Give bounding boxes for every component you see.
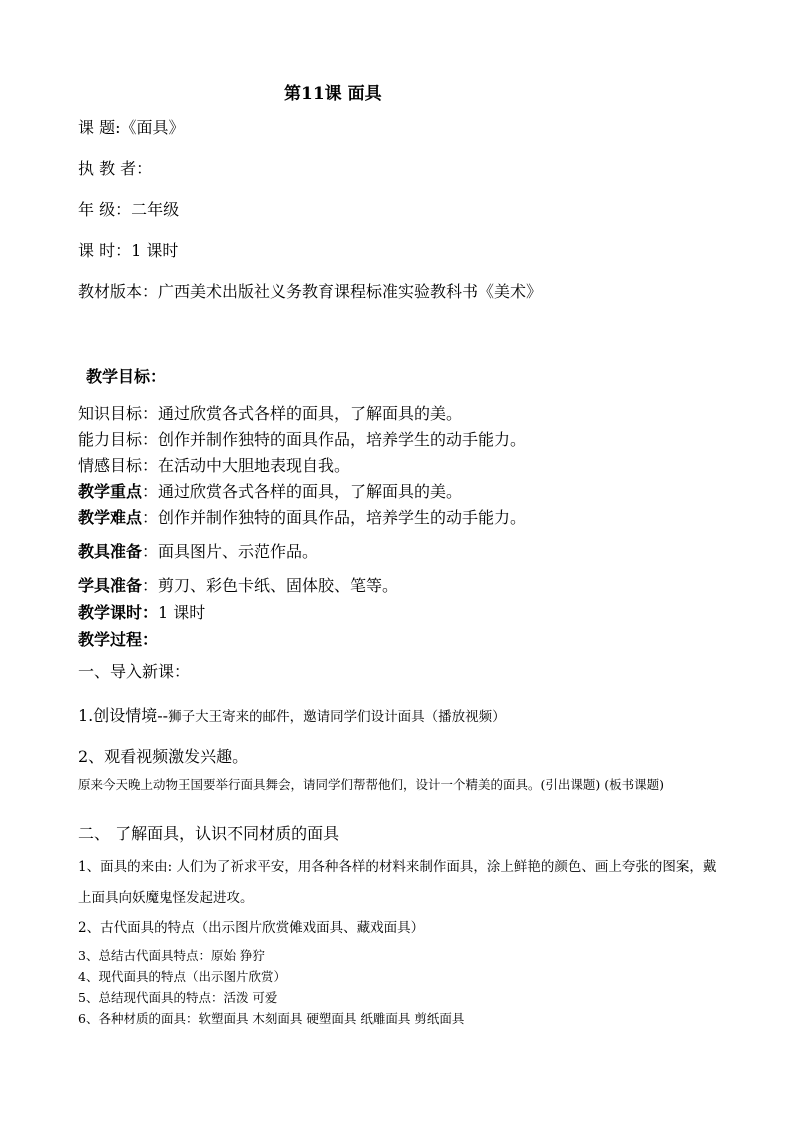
teaching-aids-line — [78, 539, 318, 562]
key-point-text: ：通过欣赏各式各样的面具，了解面具的美。 — [142, 482, 463, 501]
lesson-time-text: 1 课时 — [158, 603, 206, 622]
section1-item1 — [78, 703, 506, 726]
learning-aids-label: 学具准备 — [78, 576, 143, 595]
section2-item3: 3、总结古代面具特点：原始 狰狞 — [78, 948, 265, 963]
section1-item2: 2、观看视频激发兴趣。 — [78, 747, 249, 766]
section1-heading: 一、导入新课： — [78, 662, 191, 681]
grade-line: 年 级：二年级 — [78, 200, 180, 219]
section2-heading: 二、 了解面具，认识不同材质的面具 — [78, 824, 340, 843]
difficulty-line — [78, 505, 526, 528]
section2-item1: 1、面具的来由: 人们为了祈求平安，用各种各样的材料来制作面具，涂上鲜艳的颜色、画上夸张的图案，戴上面具向妖魔鬼怪发起进攻。 — [78, 859, 717, 906]
section1-item1-text: 狮子大王寄来的邮件，邀请同学们设计面具（播放视频） — [168, 709, 506, 725]
lesson-time-line — [78, 600, 205, 623]
topic-line: 课 题:《面具》 — [78, 118, 185, 137]
lesson-title: 第11课 面具 — [284, 84, 382, 104]
section1-item2-text: 原来今天晚上动物王国要举行面具舞会，请同学们帮帮他们，设计一个精美的面具。(引出课题) (板书课题) — [78, 777, 664, 792]
edition-line: 教材版本：广西美术出版社义务教育课程标准实验教科书《美术》 — [78, 282, 543, 301]
knowledge-goal: 知识目标：通过欣赏各式各样的面具，了解面具的美。 — [78, 404, 463, 423]
lesson-time-label: 教学课时： — [78, 603, 159, 622]
section2-item4: 4、现代面具的特点（出示图片欣赏） — [78, 969, 286, 984]
teaching-aids-label: 教具准备 — [78, 542, 143, 561]
ability-goal: 能力目标：创作并制作独特的面具作品，培养学生的动手能力。 — [78, 430, 527, 449]
learning-aids-line — [78, 573, 398, 596]
emotion-goal: 情感目标：在活动中大胆地表现自我。 — [78, 456, 351, 475]
teaching-aids-text: ：面具图片、示范作品。 — [142, 542, 319, 561]
difficulty-text: ：创作并制作独特的面具作品，培养学生的动手能力。 — [142, 508, 527, 527]
section2-item6: 6、各种材质的面具：软塑面具 木刻面具 硬塑面具 纸雕面具 剪纸面具 — [78, 1011, 465, 1026]
learning-aids-text: ：剪刀、彩色卡纸、固体胶、笔等。 — [142, 576, 399, 595]
key-point-label: 教学重点 — [78, 482, 143, 501]
teacher-line: 执 教 者： — [78, 159, 153, 178]
goals-heading: 教学目标： — [86, 367, 167, 386]
section2-item5: 5、总结现代面具的特点：活泼 可爱 — [78, 990, 278, 1005]
section2-item2: 2、古代面具的特点（出示图片欣赏傩戏面具、藏戏面具） — [78, 920, 425, 936]
difficulty-label: 教学难点 — [78, 508, 143, 527]
key-point-line — [78, 479, 462, 502]
process-heading: 教学过程： — [78, 630, 159, 649]
period-line: 课 时：1 课时 — [78, 241, 179, 260]
section1-item1-label: 1.创设情境-- — [78, 706, 169, 725]
